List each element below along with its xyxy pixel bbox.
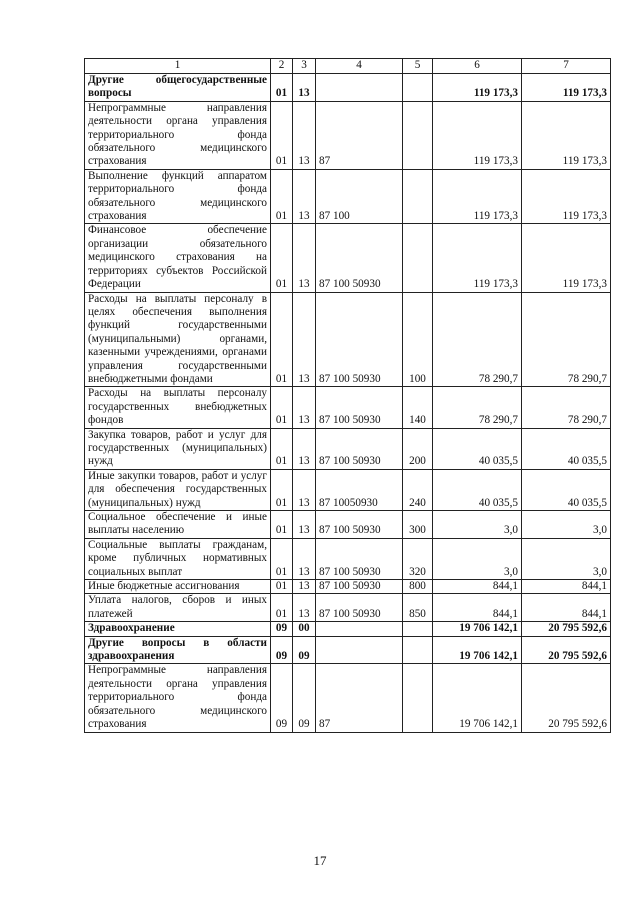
row-name-cell: Выполнение функций аппаратом территориального фонда обязательного медицинского страхования xyxy=(85,169,271,224)
row-name-cell: Иные закупки товаров, работ и услуг для обеспечения государственных (муниципальных) нужд xyxy=(85,469,271,510)
row-subsection-cell: 13 xyxy=(293,101,316,169)
row-name-cell: Закупка товаров, работ и услуг для государственных (муниципальных) нужд xyxy=(85,428,271,469)
row-amount-col6-cell: 119 173,3 xyxy=(433,169,522,224)
table-row xyxy=(85,664,611,732)
row-expense-type-cell xyxy=(403,224,433,292)
row-subsection-cell: 13 xyxy=(293,292,316,387)
row-target-article-cell xyxy=(316,622,403,636)
row-section-cell: 09 xyxy=(271,636,293,664)
row-name-cell: Уплата налогов, сборов и иных платежей xyxy=(85,594,271,622)
row-amount-col7-cell: 40 035,5 xyxy=(522,469,611,510)
row-name-cell: Социальное обеспечение и иные выплаты населению xyxy=(85,511,271,539)
row-target-article-cell: 87 100 50930 xyxy=(316,538,403,579)
row-name-cell: Другие вопросы в области здравоохранения xyxy=(85,636,271,664)
header-cell-2: 2 xyxy=(271,59,293,74)
row-expense-type-cell: 320 xyxy=(403,538,433,579)
row-expense-type-cell: 100 xyxy=(403,292,433,387)
table-row xyxy=(85,469,611,510)
row-section-cell: 01 xyxy=(271,580,293,594)
page-number: 17 xyxy=(313,853,327,868)
header-row xyxy=(85,59,611,74)
row-amount-col6-cell: 40 035,5 xyxy=(433,469,522,510)
row-expense-type-cell: 850 xyxy=(403,594,433,622)
table-row xyxy=(85,101,611,169)
row-target-article-cell: 87 10050930 xyxy=(316,469,403,510)
row-amount-col6-cell: 78 290,7 xyxy=(433,387,522,428)
row-subsection-cell: 13 xyxy=(293,511,316,539)
row-name-cell: Здравоохранение xyxy=(85,622,271,636)
row-section-cell: 01 xyxy=(271,469,293,510)
row-name-cell: Непрограммные направления деятельности органа управления территориального фонда обязательного медицинского страхования xyxy=(85,664,271,732)
row-section-cell: 01 xyxy=(271,428,293,469)
row-section-cell: 01 xyxy=(271,224,293,292)
row-expense-type-cell xyxy=(403,664,433,732)
row-section-cell: 01 xyxy=(271,74,293,102)
row-target-article-cell xyxy=(316,74,403,102)
row-amount-col7-cell: 119 173,3 xyxy=(522,101,611,169)
header-cell-5: 5 xyxy=(403,59,433,74)
row-expense-type-cell: 800 xyxy=(403,580,433,594)
row-subsection-cell: 00 xyxy=(293,622,316,636)
row-target-article-cell: 87 100 50930 xyxy=(316,594,403,622)
row-amount-col7-cell: 119 173,3 xyxy=(522,169,611,224)
row-amount-col6-cell: 119 173,3 xyxy=(433,74,522,102)
row-section-cell: 09 xyxy=(271,622,293,636)
row-name-cell: Расходы на выплаты персоналу в целях обеспечения выполнения функций государственными (муниципальными) органами, казенными учреждениями, органами управления государственными внебюджетными фондами xyxy=(85,292,271,387)
row-expense-type-cell xyxy=(403,636,433,664)
row-amount-col7-cell: 119 173,3 xyxy=(522,224,611,292)
document-page xyxy=(84,58,610,733)
row-name-cell: Непрограммные направления деятельности органа управления территориального фонда обязательного медицинского страхования xyxy=(85,101,271,169)
row-name-cell: Расходы на выплаты персоналу государственных внебюджетных фондов xyxy=(85,387,271,428)
row-target-article-cell: 87 100 50930 xyxy=(316,428,403,469)
row-subsection-cell: 09 xyxy=(293,636,316,664)
row-amount-col7-cell: 119 173,3 xyxy=(522,74,611,102)
row-section-cell: 01 xyxy=(271,169,293,224)
row-section-cell: 01 xyxy=(271,292,293,387)
row-amount-col7-cell: 78 290,7 xyxy=(522,292,611,387)
table-row xyxy=(85,580,611,594)
budget-table xyxy=(84,58,611,733)
row-amount-col7-cell: 20 795 592,6 xyxy=(522,636,611,664)
table-row xyxy=(85,224,611,292)
row-subsection-cell: 13 xyxy=(293,469,316,510)
row-target-article-cell: 87 xyxy=(316,101,403,169)
row-amount-col6-cell: 119 173,3 xyxy=(433,224,522,292)
table-row xyxy=(85,292,611,387)
row-target-article-cell: 87 xyxy=(316,664,403,732)
table-row xyxy=(85,74,611,102)
row-subsection-cell: 13 xyxy=(293,580,316,594)
row-amount-col7-cell: 844,1 xyxy=(522,594,611,622)
row-target-article-cell: 87 100 50930 xyxy=(316,511,403,539)
row-expense-type-cell xyxy=(403,169,433,224)
table-row xyxy=(85,428,611,469)
row-amount-col6-cell: 19 706 142,1 xyxy=(433,664,522,732)
row-target-article-cell: 87 100 xyxy=(316,169,403,224)
header-cell-3: 3 xyxy=(293,59,316,74)
row-amount-col7-cell: 20 795 592,6 xyxy=(522,622,611,636)
row-amount-col6-cell: 19 706 142,1 xyxy=(433,636,522,664)
row-name-cell: Иные бюджетные ассигнования xyxy=(85,580,271,594)
row-subsection-cell: 13 xyxy=(293,169,316,224)
row-amount-col7-cell: 40 035,5 xyxy=(522,428,611,469)
table-row xyxy=(85,169,611,224)
row-amount-col7-cell: 3,0 xyxy=(522,511,611,539)
row-amount-col6-cell: 119 173,3 xyxy=(433,101,522,169)
row-amount-col6-cell: 844,1 xyxy=(433,594,522,622)
row-section-cell: 01 xyxy=(271,387,293,428)
row-section-cell: 01 xyxy=(271,594,293,622)
row-amount-col6-cell: 844,1 xyxy=(433,580,522,594)
table-row xyxy=(85,387,611,428)
row-section-cell: 01 xyxy=(271,101,293,169)
table-row xyxy=(85,594,611,622)
table-row xyxy=(85,511,611,539)
row-subsection-cell: 13 xyxy=(293,387,316,428)
table-row xyxy=(85,538,611,579)
row-name-cell: Финансовое обеспечение организации обязательного медицинского страхования на территориях субъектов Российской Федерации xyxy=(85,224,271,292)
row-amount-col6-cell: 3,0 xyxy=(433,511,522,539)
row-amount-col6-cell: 3,0 xyxy=(433,538,522,579)
row-amount-col6-cell: 78 290,7 xyxy=(433,292,522,387)
row-target-article-cell: 87 100 50930 xyxy=(316,224,403,292)
row-subsection-cell: 13 xyxy=(293,538,316,579)
row-amount-col7-cell: 20 795 592,6 xyxy=(522,664,611,732)
row-name-cell: Другие общегосударственные вопросы xyxy=(85,74,271,102)
row-target-article-cell: 87 100 50930 xyxy=(316,580,403,594)
table-body xyxy=(85,59,611,733)
row-subsection-cell: 13 xyxy=(293,428,316,469)
header-cell-6: 6 xyxy=(433,59,522,74)
row-amount-col7-cell: 3,0 xyxy=(522,538,611,579)
row-section-cell: 01 xyxy=(271,511,293,539)
row-target-article-cell: 87 100 50930 xyxy=(316,387,403,428)
row-expense-type-cell xyxy=(403,101,433,169)
row-expense-type-cell: 200 xyxy=(403,428,433,469)
row-name-cell: Социальные выплаты гражданам, кроме публичных нормативных социальных выплат xyxy=(85,538,271,579)
row-expense-type-cell: 140 xyxy=(403,387,433,428)
row-expense-type-cell: 300 xyxy=(403,511,433,539)
row-target-article-cell xyxy=(316,636,403,664)
row-section-cell: 01 xyxy=(271,538,293,579)
row-expense-type-cell xyxy=(403,74,433,102)
row-subsection-cell: 13 xyxy=(293,594,316,622)
row-subsection-cell: 09 xyxy=(293,664,316,732)
row-amount-col7-cell: 78 290,7 xyxy=(522,387,611,428)
header-cell-1: 1 xyxy=(85,59,271,74)
row-expense-type-cell: 240 xyxy=(403,469,433,510)
row-section-cell: 09 xyxy=(271,664,293,732)
row-amount-col6-cell: 19 706 142,1 xyxy=(433,622,522,636)
row-amount-col6-cell: 40 035,5 xyxy=(433,428,522,469)
table-row xyxy=(85,636,611,664)
header-cell-4: 4 xyxy=(316,59,403,74)
row-target-article-cell: 87 100 50930 xyxy=(316,292,403,387)
row-amount-col7-cell: 844,1 xyxy=(522,580,611,594)
row-subsection-cell: 13 xyxy=(293,74,316,102)
row-expense-type-cell xyxy=(403,622,433,636)
table-row xyxy=(85,622,611,636)
row-subsection-cell: 13 xyxy=(293,224,316,292)
header-cell-7: 7 xyxy=(522,59,611,74)
